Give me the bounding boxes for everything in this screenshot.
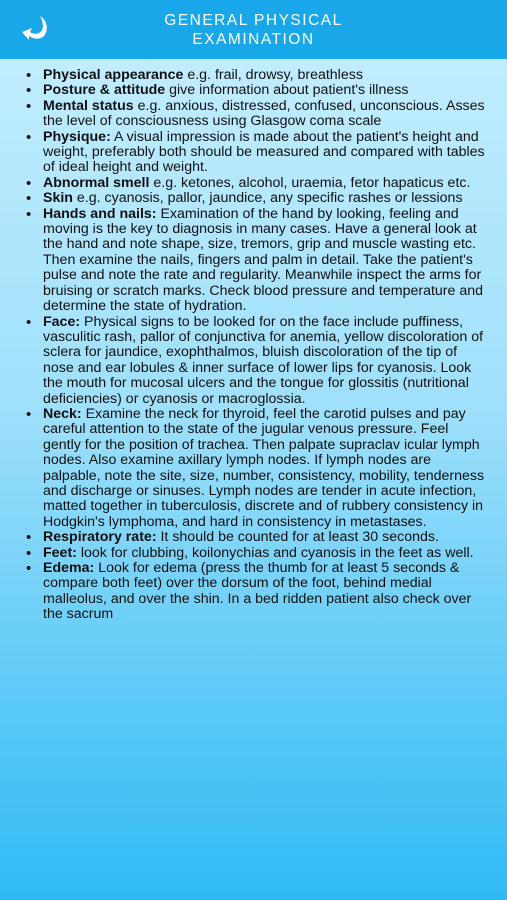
back-arrow-icon — [20, 12, 52, 44]
list-item: • Skin e.g. cyanosis, pallor, jaundice, any specific rashes or lessions — [22, 191, 489, 206]
list-item: • Physique: A visual impression is made about the patient's height and weight, preferably both should be measured and compared with tables of ideal height and weight. — [22, 130, 489, 176]
list-item: • Edema: Look for edema (press the thumb for at least 5 seconds & compare both feet) over the dorsum of the foot, behind medial malleolus, and over the shin. In a bed ridden patient also check over the sacrum — [22, 561, 489, 623]
exam-list — [22, 68, 489, 623]
app-header — [0, 0, 507, 59]
list-item: • Respiratory rate: It should be counted for at least 30 seconds. — [22, 530, 489, 545]
list-item: • Hands and nails: Examination of the hand by looking, feeling and moving is the key to diagnosis in many cases. Have a general look at the hand and note shape, size, tremors, grip and muscle wasting etc. Then examine the nails, fingers and palm in detail. Take the patient's pulse and note the rate and regularity. Meanwhile inspect the arms for bruising or scratch marks. Check blood pressure and temperature and determine the state of hydration. — [22, 207, 489, 315]
list-item: • Feet: look for clubbing, koilonychias and cyanosis in the feet as well. — [22, 546, 489, 561]
content-area — [0, 59, 507, 623]
list-item: • Face: Physical signs to be looked for on the face include puffiness, vasculitic rash, pallor of conjunctiva for anemia, yellow discoloration of sclera for jaundice, exophthalmos, bluish discoloration of the tip of nose and ear lobules & inner surface of lower lips for cyanosis. Look the mouth for mucosal ulcers and the tongue for glossitis (nutritional deficiencies) or cyanosis or macroglossia. — [22, 315, 489, 407]
list-item: • Abnormal smell e.g. ketones, alcohol, uraemia, fetor hapaticus etc. — [22, 176, 489, 191]
list-item: • Neck: Examine the neck for thyroid, feel the carotid pulses and pay careful attention to the state of the jugular venous pressure. Feel gently for the position of trachea. Then palpate supraclav icular lymph nodes. Also examine axillary lymph nodes. If lymph nodes are palpable, note the site, size, number, consistency, mobility, tenderness and discharge or sinuses. Lymph nodes are tender in acute infection, matted together in tuberculosis, discrete and of rubbery consistency in Hodgkin's lymphoma, and hard in consistency in metastases. — [22, 407, 489, 530]
list-item: • Physical appearance e.g. frail, drowsy, breathless — [22, 68, 489, 83]
list-item: • Posture & attitude give information about patient's illness — [22, 83, 489, 98]
list-item: • Mental status e.g. anxious, distressed, confused, unconscious. Asses the level of consciousness using Glasgow coma scale — [22, 99, 489, 130]
back-button[interactable] — [18, 10, 54, 46]
page-title: GENERAL PHYSICAL EXAMINATION — [164, 11, 343, 48]
